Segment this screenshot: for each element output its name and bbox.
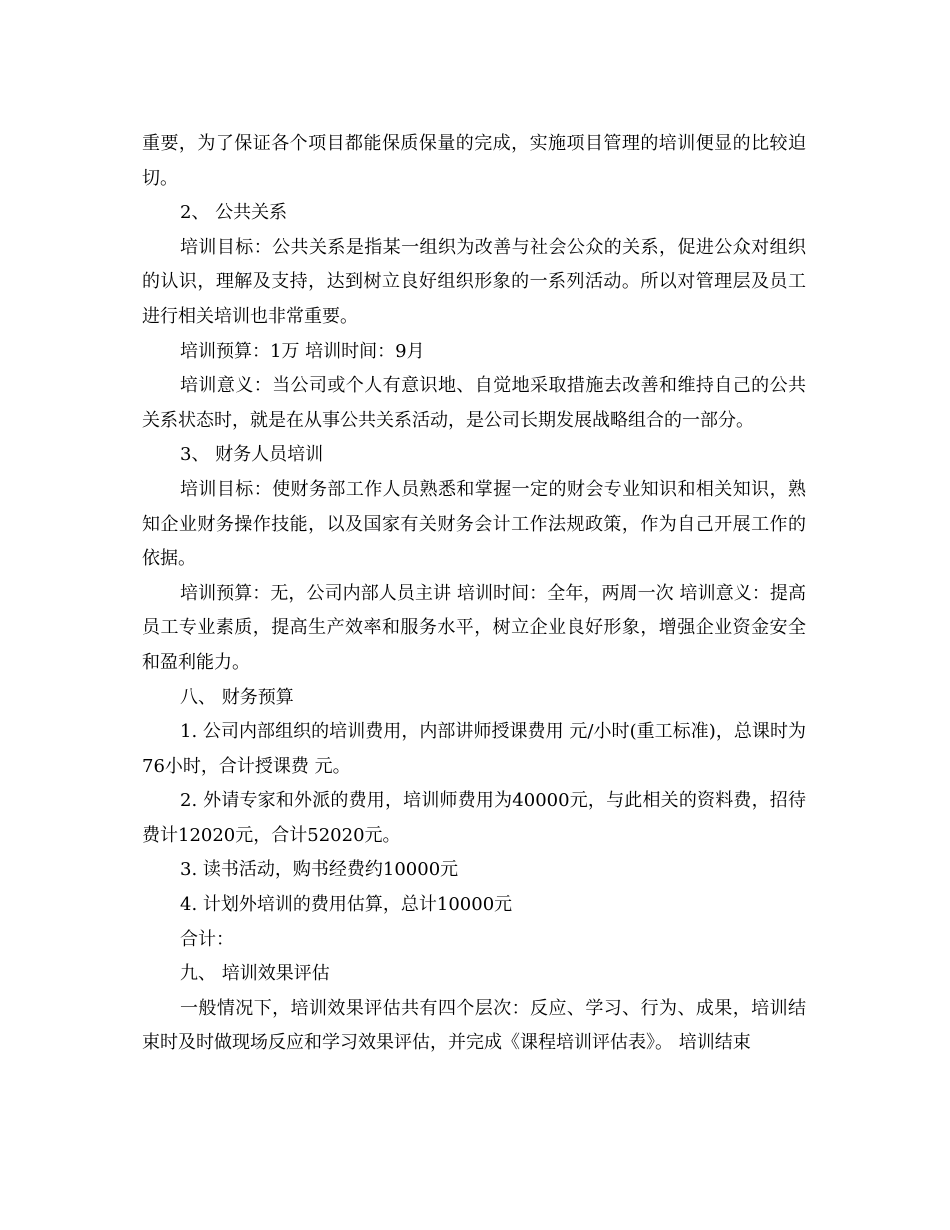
heading-training-evaluation: 九、 培训效果评估 xyxy=(180,963,330,985)
budget-item-internal: 1. 公司内部组织的培训费用，内部讲师授课费用 元/小时(重工标准)，总课时为76小时，合计授课费 元。 xyxy=(142,721,806,777)
heading-financial-budget: 八、 财务预算 xyxy=(180,686,294,708)
document-body xyxy=(142,127,806,1061)
paragraph-pr-significance: 培训意义：当公司或个人有意识地、自觉地采取措施去改善和维持自己的公共关系状态时，就是在从事公共关系活动，是公司长期发展战略组合的一部分。 xyxy=(142,375,806,431)
paragraph-pr-goal: 培训目标：公共关系是指某一组织为改善与社会公众的关系，促进公众对组织的认识，理解及支持，达到树立良好组织形象的一系列活动。所以对管理层及员工进行相关培训也非常重要。 xyxy=(142,236,806,327)
paragraph-pr-budget: 培训预算：1万 培训时间：9月 xyxy=(180,340,425,362)
budget-item-unplanned: 4. 计划外培训的费用估算，总计10000元 xyxy=(180,894,513,916)
paragraph-finance-budget: 培训预算：无，公司内部人员主讲 培训时间：全年，两周一次 培训意义：提高员工专业素质，提高生产效率和服务水平，树立企业良好形象，增强企业资金安全和盈利能力。 xyxy=(142,582,806,673)
budget-item-external: 2. 外请专家和外派的费用，培训师费用为40000元，与此相关的资料费，招待费计12020元，合计52020元。 xyxy=(142,790,806,846)
heading-public-relations: 2、 公共关系 xyxy=(180,202,288,224)
budget-total: 合计： xyxy=(180,928,234,950)
heading-finance-staff-training: 3、 财务人员培训 xyxy=(180,444,324,466)
paragraph-evaluation: 一般情况下，培训效果评估共有四个层次：反应、学习、行为、成果，培训结束时及时做现场反应和学习效果评估，并完成《课程培训评估表》。 培训结束 xyxy=(142,997,806,1054)
paragraph-finance-goal: 培训目标：使财务部工作人员熟悉和掌握一定的财会专业知识和相关知识，熟知企业财务操作技能，以及国家有关财务会计工作法规政策，作为自己开展工作的依据。 xyxy=(142,478,806,570)
budget-item-reading: 3. 读书活动，购书经费约10000元 xyxy=(180,859,459,881)
paragraph-intro-continuation: 重要，为了保证各个项目都能保质保量的完成，实施项目管理的培训便显的比较迫切。 xyxy=(142,133,806,189)
